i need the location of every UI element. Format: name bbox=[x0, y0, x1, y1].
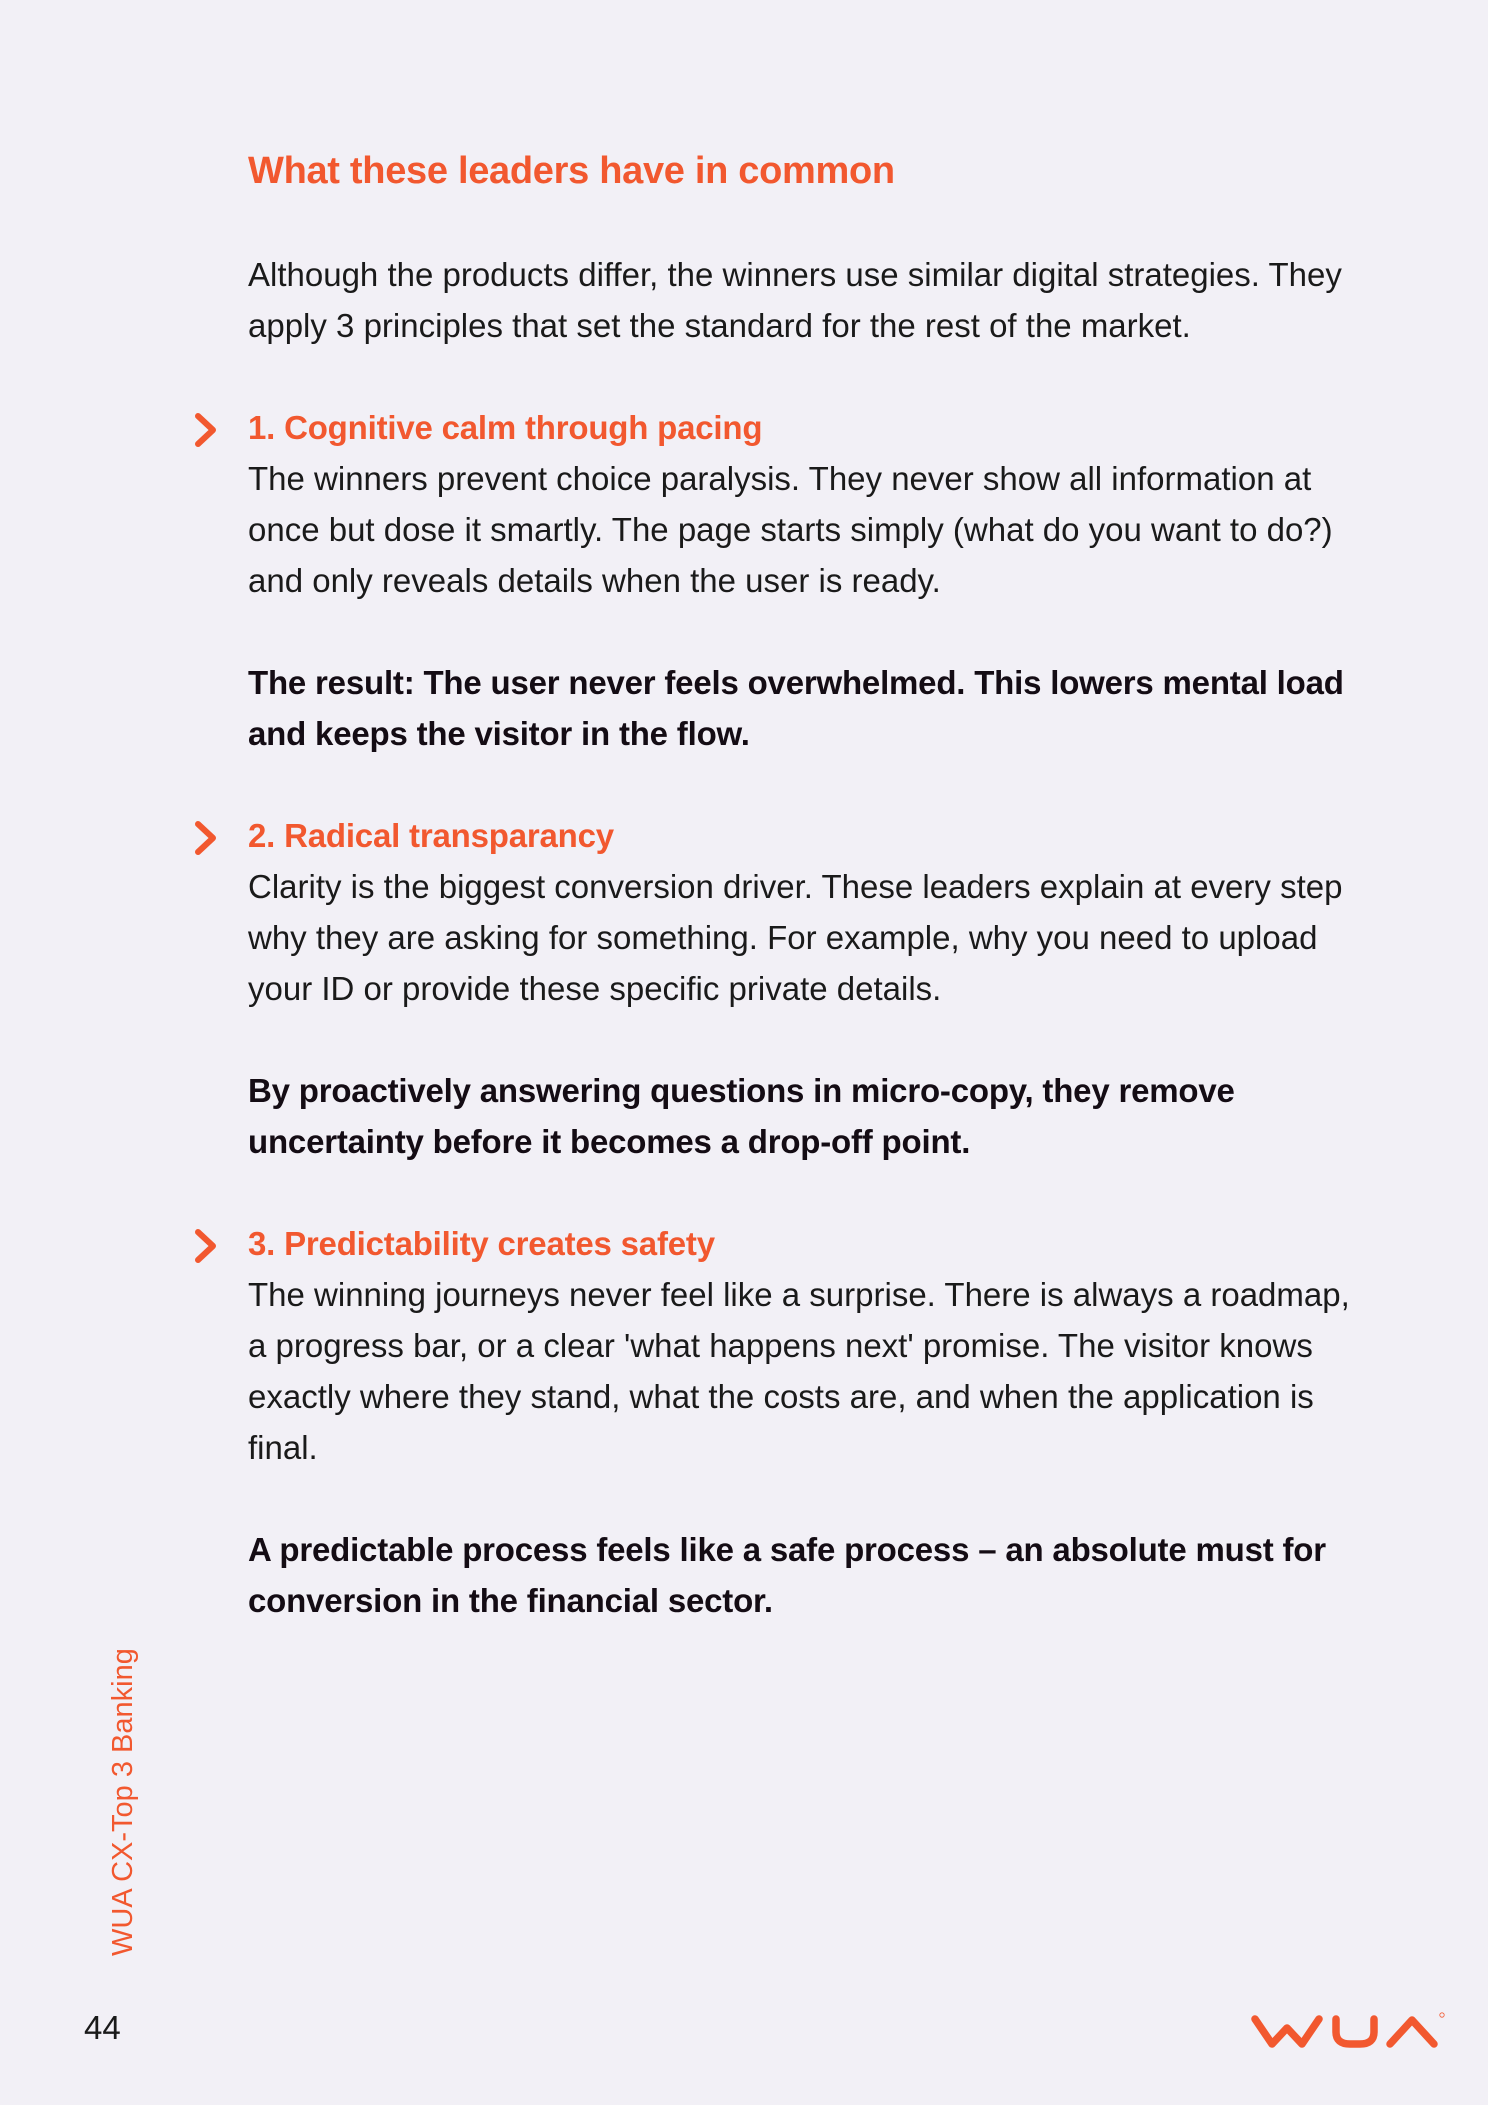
principle-section-2 bbox=[248, 810, 1358, 1167]
section-body: The winning journeys never feel like a surprise. There is always a roadmap, a progress bar, or a clear 'what happens next' promise. The visitor knows exactly where they stand, what the costs are, and when the application is final. bbox=[248, 1276, 1350, 1466]
section-title: 3. Predictability creates safety bbox=[248, 1225, 715, 1262]
page-content bbox=[248, 145, 1358, 1626]
page-number: 44 bbox=[84, 2009, 121, 2046]
page-heading: What these leaders have in common bbox=[248, 150, 895, 192]
section-result: A predictable process feels like a safe process – an absolute must for conversion in the financial sector. bbox=[248, 1531, 1326, 1619]
intro-paragraph: Although the products differ, the winners use similar digital strategies. They apply 3 principles that set the standard for the rest of the market. bbox=[248, 256, 1342, 344]
section-result: The result: The user never feels overwhelmed. This lowers mental load and keeps the visitor in the flow. bbox=[248, 664, 1344, 752]
chevron-right-icon bbox=[192, 1228, 220, 1264]
chevron-right-icon bbox=[192, 820, 220, 856]
principle-section-1 bbox=[248, 402, 1358, 759]
section-body: The winners prevent choice paralysis. They never show all information at once but dose it smartly. The page starts simply (what do you want to do?) and only reveals details when the user is ready. bbox=[248, 460, 1333, 599]
section-title: 2. Radical transparancy bbox=[248, 817, 614, 854]
wua-logo bbox=[1250, 2010, 1446, 2050]
section-title: 1. Cognitive calm through pacing bbox=[248, 409, 763, 446]
section-result: By proactively answering questions in micro-copy, they remove uncertainty before it becomes a drop-off point. bbox=[248, 1072, 1235, 1160]
document-side-label: WUA CX-Top 3 Banking bbox=[107, 1648, 139, 1956]
principle-section-3 bbox=[248, 1218, 1358, 1626]
section-body: Clarity is the biggest conversion driver. These leaders explain at every step why they are asking for something. For example, why you need to upload your ID or provide these specific private details. bbox=[248, 868, 1343, 1007]
chevron-right-icon bbox=[192, 412, 220, 448]
